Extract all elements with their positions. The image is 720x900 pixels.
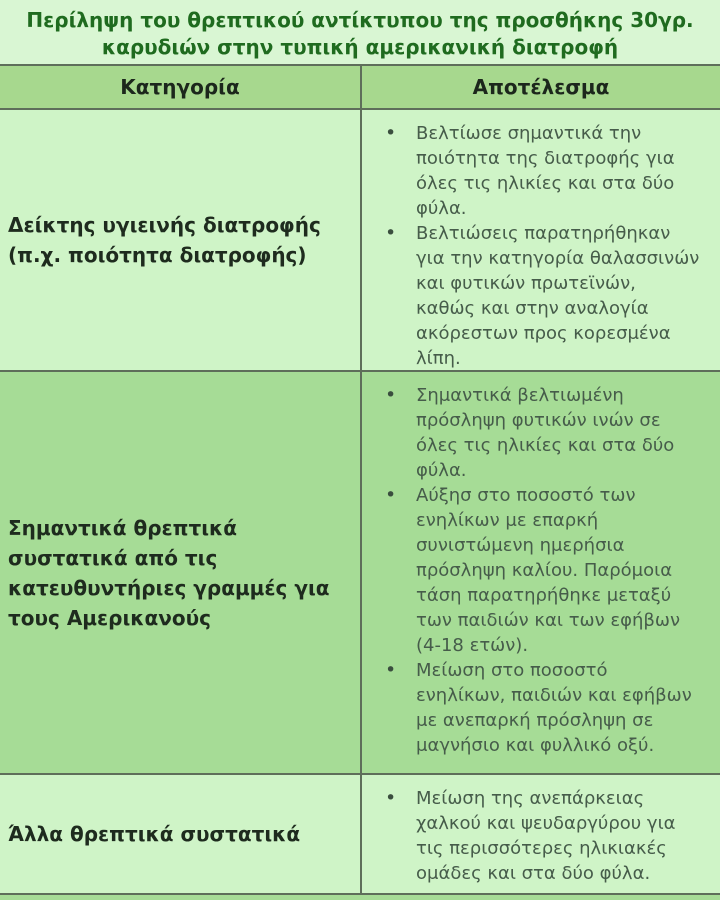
result-bullet-item: • Βελτίωσε σημαντικά την ποιότητα της διατροφής για όλες τις ηλικίες και στα δύο φύλα. xyxy=(362,121,700,221)
category-label: Δείκτης υγιεινής διατροφής (π.χ. ποιότητα διατροφής) xyxy=(8,213,321,267)
table-row xyxy=(0,775,720,893)
result-bullet-item: • Σημαντικά βελτιωμένη πρόσληψη φυτικών ινών σε όλες τις ηλικίες και στα δύο φύλα. xyxy=(362,383,700,483)
table-row xyxy=(0,372,720,773)
result-bullet-list xyxy=(362,110,720,371)
table-row xyxy=(0,110,720,370)
category-label: Άλλα θρεπτικά συστατικά xyxy=(8,822,301,846)
column-header-result: Αποτέλεσμα xyxy=(472,75,610,99)
result-bullet-item: • Μείωση στο ποσοστό ενηλίκων, παιδιών και εφήβων με ανεπαρκή πρόσληψη σε μαγνήσιο και φυλλικό οξύ. xyxy=(362,658,700,758)
next-row-cutoff-sliver xyxy=(0,895,720,900)
result-cell xyxy=(362,372,720,773)
column-header-category: Κατηγορία xyxy=(0,66,362,108)
result-bullet-list xyxy=(362,372,720,758)
page-title: Περίληψη του θρεπτικού αντίκτυπου της προσθήκης 30γρ. καρυδιών στην τυπική αμερικανική διατροφή xyxy=(0,0,720,64)
result-cell xyxy=(362,775,720,893)
category-cell xyxy=(0,775,362,893)
category-cell xyxy=(0,372,362,773)
category-cell xyxy=(0,110,362,370)
result-bullet-item: • Μείωση της ανεπάρκειας χαλκού και ψευδαργύρου για τις περισσότερες ηλικιακές ομάδες και στα δύο φύλα. xyxy=(362,786,700,886)
result-cell xyxy=(362,110,720,370)
result-bullet-item: • Βελτιώσεις παρατηρήθηκαν για την κατηγορία θαλασσινών και φυτικών πρωτεϊνών, καθώς και στην αναλογία ακόρεστων προς κορεσμένα λίπη. xyxy=(362,221,700,371)
table-header-row xyxy=(0,66,720,108)
nutrition-summary-table xyxy=(0,64,720,900)
result-bullet-item: • Αύξησ στο ποσοστό των ενηλίκων με επαρκή συνιστώμενη ημερήσια πρόσληψη καλίου. Παρόμοια τάση παρατηρήθηκε μεταξύ των παιδιών και των εφήβων (4-18 ετών). xyxy=(362,483,700,658)
result-bullet-list xyxy=(362,775,720,886)
category-label: Σημαντικά θρεπτικά συστατικά από τις κατευθυντήριες γραμμές για τους Αμερικανούς xyxy=(8,515,330,630)
